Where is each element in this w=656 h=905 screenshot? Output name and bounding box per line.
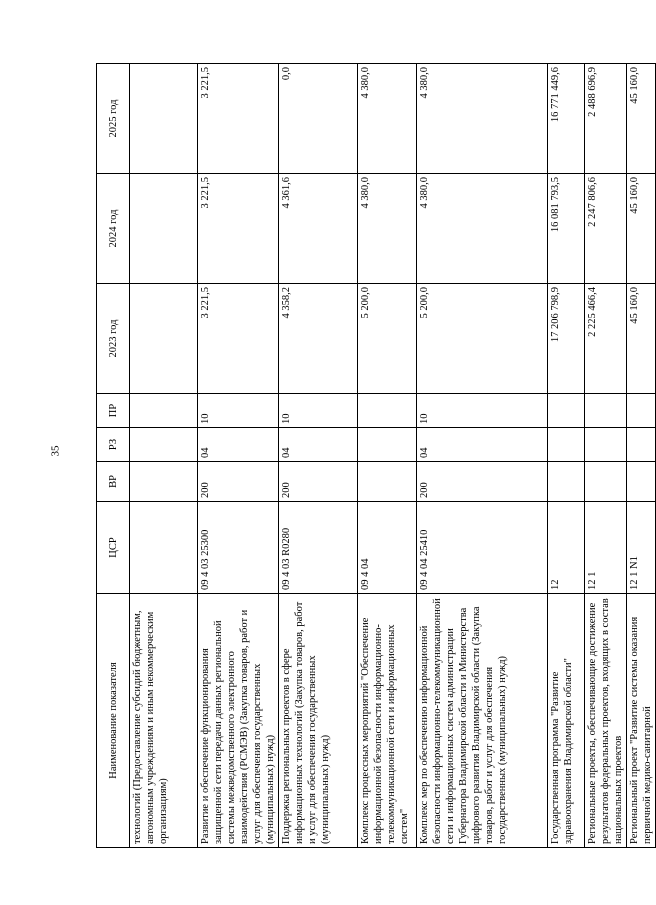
table-row: [627, 64, 656, 848]
header-2023: 2023 год: [97, 284, 130, 394]
cell-rz: [548, 428, 585, 462]
cell-name: Комплекс процессных мероприятий "Обеспечение информационной безопасности информационно-телекоммуникационной сети и информационных систем": [358, 594, 417, 848]
cell-2025: 45 160,0: [627, 64, 656, 174]
cell-vr: [585, 462, 627, 502]
cell-csr: 09 4 03 R0280: [279, 502, 358, 594]
cell-2023: 5 200,0: [417, 284, 548, 394]
table-row: [417, 64, 548, 848]
cell-2023: 17 206 798,9: [548, 284, 585, 394]
cell-2024: 4 361,6: [279, 174, 358, 284]
cell-csr: 09 4 03 25300: [198, 502, 279, 594]
cell-name: Региональные проекты, обеспечивающие достижение результатов федеральных проектов, входящих в состав национальных проектов: [585, 594, 627, 848]
cell-pr: [358, 394, 417, 428]
cell-2023: 2 225 466,4: [585, 284, 627, 394]
header-2025: 2025 год: [97, 64, 130, 174]
cell-2025: 4 380,0: [358, 64, 417, 174]
cell-name: Поддержка региональных проектов в сфере информационных технологий (Закупка товаров, работ и услуг для обеспечения государственных (муниципальных) нужд): [279, 594, 358, 848]
cell-pr: [627, 394, 656, 428]
header-2024: 2024 год: [97, 174, 130, 284]
cell-rz: 04: [198, 428, 279, 462]
page-number: 35: [49, 445, 62, 457]
cell-vr: [130, 462, 198, 502]
header-csr: ЦСР: [97, 502, 130, 594]
cell-vr: [627, 462, 656, 502]
cell-2023: 45 160,0: [627, 284, 656, 394]
cell-name: технологий (Предоставление субсидий бюджетным, автономным учреждениям и иным некоммерческим организациям): [130, 594, 198, 848]
cell-2024: 2 247 806,6: [585, 174, 627, 284]
cell-2024: [130, 174, 198, 284]
cell-vr: [548, 462, 585, 502]
table-header-row: [97, 64, 130, 848]
cell-vr: [358, 462, 417, 502]
cell-pr: 10: [417, 394, 548, 428]
cell-2025: 0,0: [279, 64, 358, 174]
cell-2024: 16 081 793,5: [548, 174, 585, 284]
cell-name: Государственная программа "Развитие здравоохранения Владимирской области": [548, 594, 585, 848]
table-row: [198, 64, 279, 848]
cell-2023: 4 358,2: [279, 284, 358, 394]
cell-2023: 3 221,5: [198, 284, 279, 394]
table-row: [358, 64, 417, 848]
cell-2025: 16 771 449,6: [548, 64, 585, 174]
cell-rz: [130, 428, 198, 462]
cell-2025: 3 221,5: [198, 64, 279, 174]
cell-csr: 12 1 N1: [627, 502, 656, 594]
cell-rz: 04: [279, 428, 358, 462]
header-rz: РЗ: [97, 428, 130, 462]
cell-vr: 200: [279, 462, 358, 502]
cell-name: Региональный проект "Развитие системы оказания первичной медико-санитарной: [627, 594, 656, 848]
cell-pr: [585, 394, 627, 428]
cell-2024: 45 160,0: [627, 174, 656, 284]
cell-pr: 10: [279, 394, 358, 428]
cell-csr: 09 4 04 25410: [417, 502, 548, 594]
cell-2025: 4 380,0: [417, 64, 548, 174]
header-name: Наименование показателя: [97, 594, 130, 848]
header-vr: ВР: [97, 462, 130, 502]
cell-csr: 12 1: [585, 502, 627, 594]
cell-pr: 10: [198, 394, 279, 428]
budget-table-container: [96, 64, 653, 848]
cell-pr: [130, 394, 198, 428]
cell-2024: 4 380,0: [358, 174, 417, 284]
cell-2025: [130, 64, 198, 174]
cell-2024: 3 221,5: [198, 174, 279, 284]
cell-rz: [627, 428, 656, 462]
cell-csr: [130, 502, 198, 594]
cell-2025: 2 488 696,9: [585, 64, 627, 174]
cell-2023: 5 200,0: [358, 284, 417, 394]
table-row: [585, 64, 627, 848]
cell-2024: 4 380,0: [417, 174, 548, 284]
table-row: [279, 64, 358, 848]
cell-vr: 200: [198, 462, 279, 502]
cell-rz: 04: [417, 428, 548, 462]
cell-rz: [358, 428, 417, 462]
cell-rz: [585, 428, 627, 462]
cell-2023: [130, 284, 198, 394]
table-row: [130, 64, 198, 848]
budget-table: [96, 63, 656, 848]
cell-pr: [548, 394, 585, 428]
cell-vr: 200: [417, 462, 548, 502]
header-pr: ПР: [97, 394, 130, 428]
table-row: [548, 64, 585, 848]
cell-csr: 12: [548, 502, 585, 594]
cell-csr: 09 4 04: [358, 502, 417, 594]
cell-name: Развитие и обеспечение функционирования защищенной сети передачи данных региональной системы межведомственного электронного взаимодействия (РСМЭВ) (Закупка товаров, работ и услуг для обеспечения государственных (муниципальных) нужд): [198, 594, 279, 848]
cell-name: Комплекс мер по обеспечению информационной безопасности информационно-телекоммуникационной сети и информационных систем администрации Губернатора Владимирской области и Министерства цифрового развития Владимирской области (Закупка товаров, работ и услуг для обеспечения государственных (муниципальных) нужд): [417, 594, 548, 848]
